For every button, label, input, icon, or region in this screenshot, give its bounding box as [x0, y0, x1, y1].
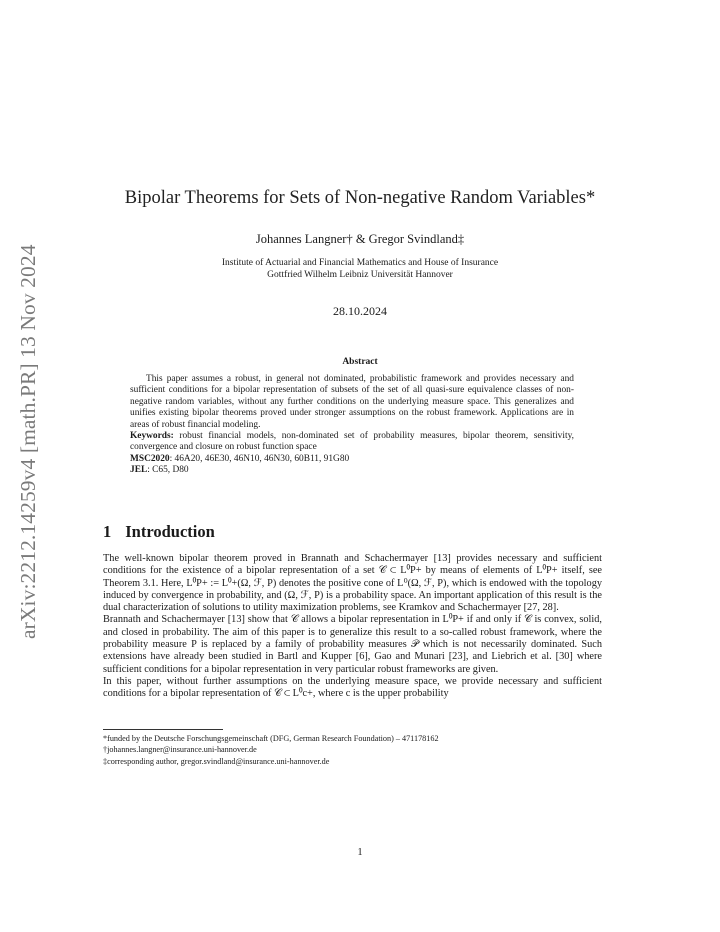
affiliation-line: Institute of Actuarial and Financial Mathematics and House of Insurance: [221, 258, 499, 268]
section-number: 1: [103, 522, 112, 541]
footnote-rule: [103, 729, 223, 730]
affiliation-line: Gottfried Wilhelm Leibniz Universität Hannover: [267, 270, 453, 280]
jel-codes: : C65, D80: [147, 465, 189, 476]
jel-label: JEL: [130, 465, 148, 476]
msc: [130, 454, 574, 465]
footnote: ‡corresponding author, gregor.svindland@insurance.uni-hannover.de: [103, 756, 330, 766]
section-heading: [103, 522, 215, 542]
paper-title: Bipolar Theorems for Sets of Non-negative Random Variables*: [124, 188, 596, 208]
footnotes: [103, 733, 603, 767]
keywords: [130, 431, 574, 454]
body-text: [103, 553, 602, 701]
footnote: *funded by the Deutsche Forschungsgemeinschaft (DFG, German Research Foundation) – 471178162: [103, 734, 439, 743]
keywords-label: Keywords:: [130, 431, 174, 442]
abstract: [130, 374, 574, 477]
paragraph: Brannath and Schachermayer [13] show that 𝒞 allows a bipolar representation in L⁰P+ if and only if 𝒞 is convex, solid, and closed in probability. The aim of this paper is to generalize this result to a so-called robust framework, where the probability measure P is replaced by a family of probability measures 𝒫 which is not necessarily dominated. Such extensions have already been studied in Bartl and Kupper [6], Gao and Munari [23], and Liebrich et al. [30] where sufficient conditions for a bipolar representation in very particular robust frameworks are given.: [103, 614, 602, 675]
footnote: †johannes.langner@insurance.uni-hannover.de: [103, 745, 257, 755]
keywords-text: robust financial models, non-dominated set of probability measures, bipolar theorem, sensitivity, convergence and closure on robust function space: [130, 431, 574, 453]
paragraph: The well-known bipolar theorem proved in Brannath and Schachermayer [13] provides necessary and sufficient conditions for the existence of a bipolar representation of a set 𝒞 ⊂ L⁰P+ by means of elements of L⁰P+ itself, see Theorem 3.1. Here, L⁰P+ := L⁰+(Ω, ℱ, P) denotes the positive cone of L⁰(Ω, ℱ, P), which is endowed with the topology induced by convergence in probability, and (Ω, ℱ, P) is a probability space. An important application of this result is the dual characterization of solutions to utility maximization problems, see Kramkov and Schachermayer [27, 28].: [103, 553, 602, 614]
arxiv-stamp: arXiv:2212.14259v4 [math.PR] 13 Nov 2024: [16, 244, 40, 639]
paper-date: 28.10.2024: [333, 304, 387, 318]
authors: Johannes Langner† & Gregor Svindland‡: [255, 232, 465, 246]
abstract-text: This paper assumes a robust, in general not dominated, probabilistic framework and provides necessary and sufficient conditions for a bipolar representation of subsets of the set of all quasi-sure equivalence classes of non-negative random variables, without any further conditions on the underlying measure space. This generalizes and unifies existing bipolar theorems proved under stronger assumptions on the robust framework. Applications are in areas of robust financial modeling.: [130, 374, 574, 430]
paragraph: In this paper, without further assumptions on the underlying measure space, we provide necessary and sufficient conditions for a bipolar representation of 𝒞 ⊂ L⁰c+, where c is the upper probability: [103, 675, 602, 700]
page-number: 1: [357, 847, 363, 858]
abstract-heading: Abstract: [342, 357, 378, 367]
msc-codes: : 46A20, 46E30, 46N10, 46N30, 60B11, 91G80: [169, 453, 350, 464]
affiliation: [60, 257, 660, 281]
msc-label: MSC2020: [130, 453, 170, 464]
section-title: Introduction: [125, 522, 215, 541]
jel: [130, 465, 574, 476]
